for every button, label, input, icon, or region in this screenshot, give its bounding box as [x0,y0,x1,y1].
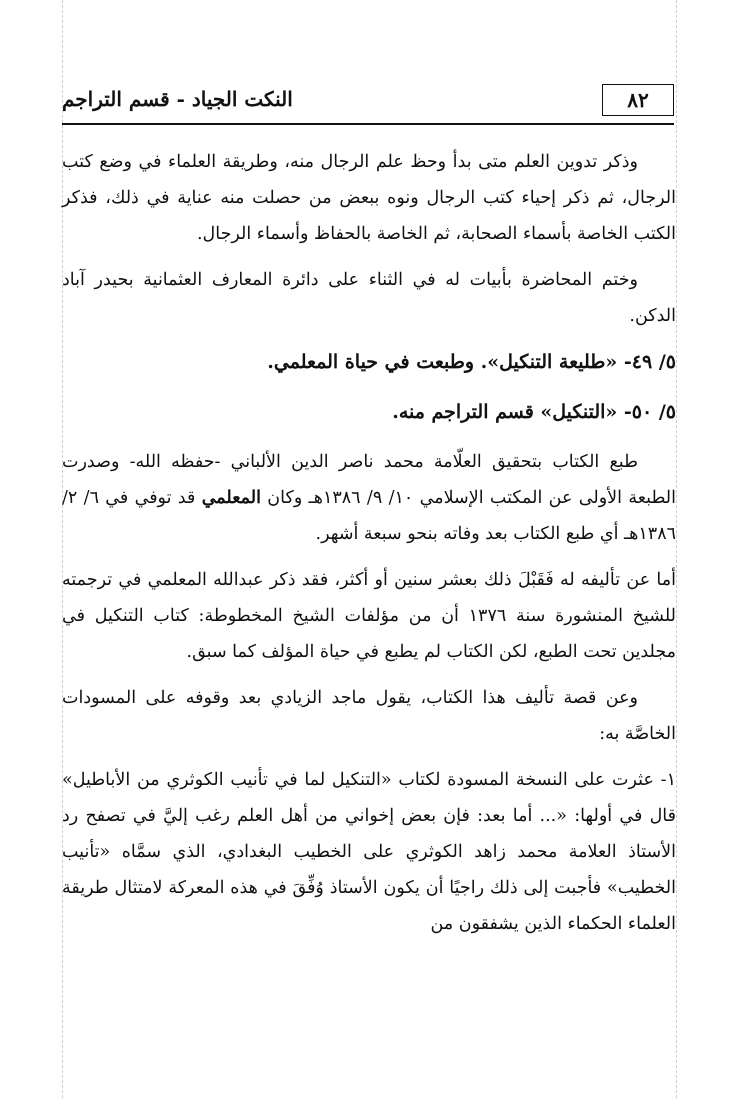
list-item-1: ١- عثرت على النسخة المسودة لكتاب «التنكيل لما في تأنيب الكوثري من الأباطيل» قال في أولها: «... أما بعد: فإن بعض إخواني من أهل العلم رغب إليَّ في تصفح رد الأستاذ العلامة محمد زاهد الكوثري على الخطيب البغدادي، الذي سمَّاه «تأنيب الخطيب» فأجبت إلى ذلك راجيًا أن يكون الأستاذ وُفِّقَ في هذه المعركة لامتثال طريقة العلماء الحكماء الذين يشفقون من [62,770,676,934]
page-number: ٨٢ [602,84,674,116]
paragraph-3 [62,444,676,552]
paragraph-1: وذكر تدوين العلم متى بدأ وحظ علم الرجال منه، وطريقة العلماء في وضع كتب الرجال، ثم ذكر إحياء كتب الرجال ونوه ببعض من حصلت منه عناية في ذلك، فذكر الكتب الخاصة بأسماء الصحابة، ثم الخاصة بالحفاظ وأسماء الرجال. [62,152,676,244]
paragraph-3-part-a: طبع الكتاب بتحقيق العلّامة محمد ناصر الدين الألباني -حفظه الله- وصدرت الطبعة الأولى عن المكتب الإسلامي ١٠/ ٩/ ١٣٨٦هـ وكان [62,452,676,508]
body-text [62,144,676,942]
paragraph-4: أما عن تأليفه له فَقَبْلَ ذلك بعشر سنين أو أكثر، فقد ذكر عبدالله المعلمي في ترجمته للشيخ المنشورة سنة ١٣٧٦ أن من مؤلفات الشيخ المخطوطة: كتاب التنكيل في مجلدين تحت الطبع، لكن الكتاب لم يطبع في حياة المؤلف كما سبق. [62,570,676,662]
paragraph-2: وختم المحاضرة بأبيات له في الثناء على دائرة المعارف العثمانية بحيدر آباد الدكن. [62,270,676,326]
page-header [62,84,674,118]
margin-guide-right [676,0,677,1098]
paragraph-3-part-b: قد توفي في ٦/ ٢/ ١٣٨٦هـ أي طبع الكتاب بعد وفاته بنحو سبعة أشهر. [62,488,676,544]
header-rule [62,123,674,125]
paragraph-3-bold-name: المعلمي [201,488,261,508]
paragraph-5: وعن قصة تأليف هذا الكتاب، يقول ماجد الزيادي بعد وقوفه على المسودات الخاصَّة به: [62,688,676,744]
section-heading-49: ٥/ ٤٩- «طليعة التنكيل». وطبعت في حياة المعلمي. [267,351,676,373]
running-title: النكت الجياد - قسم التراجم [62,87,293,111]
section-heading-50: ٥/ ٥٠- «التنكيل» قسم التراجم منه. [392,401,676,423]
